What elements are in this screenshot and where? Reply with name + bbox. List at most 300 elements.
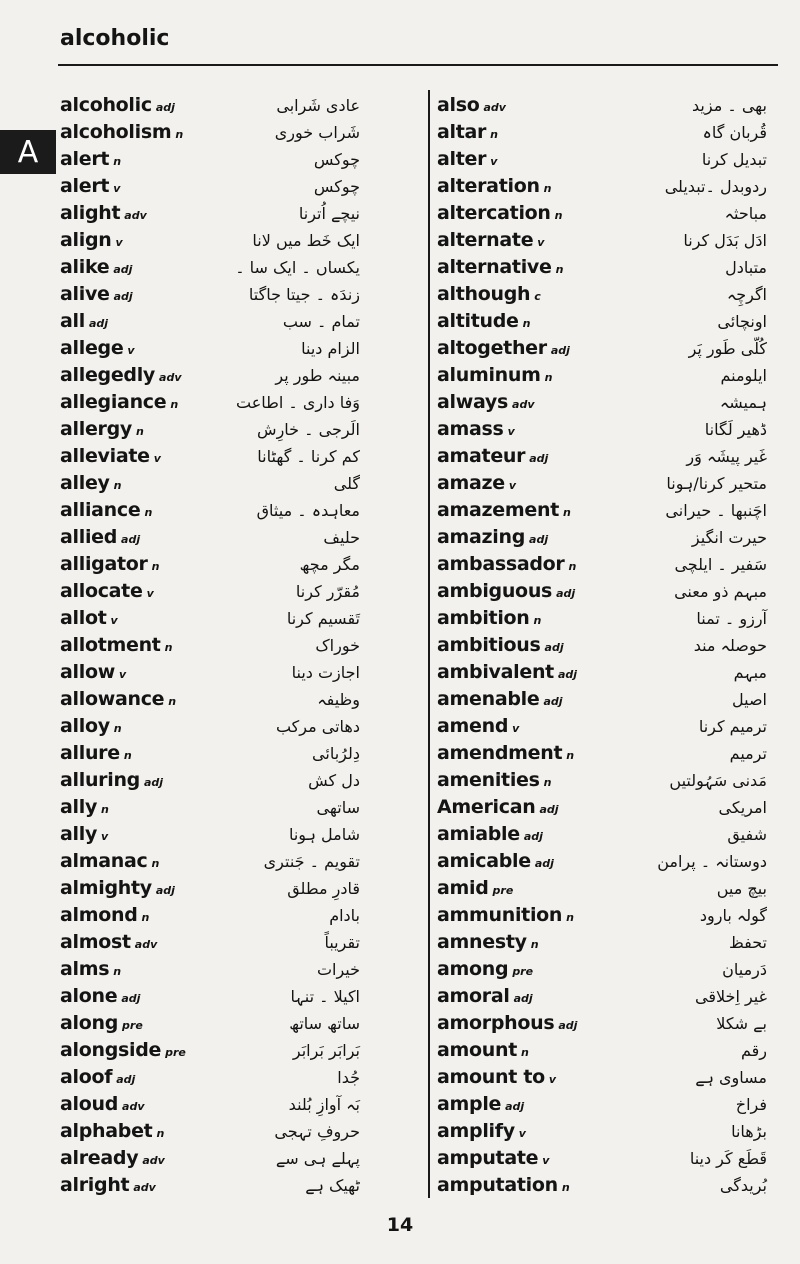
- part-of-speech: pre: [165, 1046, 186, 1059]
- headword: ambitious: [437, 634, 541, 656]
- headword: altercation: [437, 202, 551, 224]
- part-of-speech: adv: [124, 209, 147, 222]
- headword: also: [437, 94, 480, 116]
- dictionary-entry: [437, 146, 767, 173]
- dictionary-entry: [60, 956, 424, 983]
- urdu-translation: بَہ آوازِ بُلند: [288, 1095, 360, 1114]
- part-of-speech: adj: [155, 884, 175, 897]
- part-of-speech: adj: [116, 1073, 136, 1086]
- dictionary-entry: [60, 875, 424, 902]
- dictionary-entry: [60, 281, 424, 308]
- urdu-translation: گلی: [333, 474, 360, 493]
- urdu-translation: شَراب خوری: [274, 123, 360, 142]
- right-column: [437, 92, 767, 1199]
- urdu-translation: امریکی: [718, 798, 767, 817]
- urdu-translation: آرزو ۔ تمنا: [696, 609, 767, 628]
- urdu-translation: بے شکلا: [716, 1014, 767, 1033]
- part-of-speech: v: [512, 722, 520, 735]
- dictionary-entry: [60, 173, 424, 200]
- urdu-translation: ایک خَط میں لانا: [252, 231, 360, 250]
- dictionary-entry: [60, 524, 424, 551]
- dictionary-entry: [60, 767, 424, 794]
- headword: ally: [60, 823, 98, 845]
- headword: almost: [60, 931, 131, 953]
- headword: aluminum: [437, 364, 541, 386]
- urdu-translation: وَفا داری ۔ اطاعت: [235, 393, 360, 412]
- headword: amputate: [437, 1147, 539, 1169]
- urdu-translation: اچَنبھا ۔ حیرانی: [665, 501, 767, 520]
- dictionary-entry: [60, 200, 424, 227]
- part-of-speech: adj: [505, 1100, 525, 1113]
- urdu-translation: دِلرُبائی: [312, 744, 360, 763]
- part-of-speech: adj: [523, 830, 543, 843]
- headword: American: [437, 796, 536, 818]
- dictionary-entry: [437, 416, 767, 443]
- urdu-translation: بھی ۔ مزید: [692, 96, 767, 115]
- headword: alligator: [60, 553, 148, 575]
- dictionary-entry: [437, 1091, 767, 1118]
- headword: amenities: [437, 769, 540, 791]
- dictionary-entry: [437, 200, 767, 227]
- headword: alcoholic: [60, 94, 152, 116]
- headword: amid: [437, 877, 489, 899]
- part-of-speech: n: [144, 506, 153, 519]
- headword: almighty: [60, 877, 152, 899]
- urdu-translation: چوکس: [313, 177, 360, 196]
- urdu-translation: ایلومنم: [720, 366, 767, 385]
- headword: amorphous: [437, 1012, 555, 1034]
- dictionary-entry: [60, 1091, 424, 1118]
- headword: among: [437, 958, 509, 980]
- dictionary-entry: [60, 902, 424, 929]
- headword: ammunition: [437, 904, 563, 926]
- headword: altogether: [437, 337, 547, 359]
- urdu-translation: اصیل: [732, 690, 767, 709]
- dictionary-entry: [60, 119, 424, 146]
- headword: alms: [60, 958, 110, 980]
- dictionary-entry: [437, 902, 767, 929]
- dictionary-entry: [437, 362, 767, 389]
- part-of-speech: n: [530, 938, 539, 951]
- urdu-translation: قادرِ مطلق: [287, 879, 360, 898]
- part-of-speech: adj: [529, 533, 549, 546]
- dictionary-entry: [60, 1064, 424, 1091]
- urdu-translation: تمام ۔ سب: [282, 312, 360, 331]
- urdu-translation: ہمیشہ: [719, 393, 767, 412]
- dictionary-entry: [60, 794, 424, 821]
- part-of-speech: n: [533, 614, 542, 627]
- urdu-translation: زندَہ ۔ جیتا جاگتا: [248, 285, 360, 304]
- dictionary-entry: [60, 848, 424, 875]
- part-of-speech: adj: [539, 803, 559, 816]
- headword: aloud: [60, 1093, 119, 1115]
- part-of-speech: pre: [122, 1019, 143, 1032]
- part-of-speech: adj: [529, 452, 549, 465]
- urdu-translation: مگر مچھ: [299, 555, 360, 574]
- dictionary-entry: [437, 254, 767, 281]
- part-of-speech: n: [113, 479, 122, 492]
- headword: all: [60, 310, 85, 332]
- dictionary-entry: [437, 632, 767, 659]
- dictionary-entry: [60, 740, 424, 767]
- dictionary-entry: [437, 740, 767, 767]
- urdu-translation: ساتھ ساتھ: [289, 1014, 360, 1033]
- part-of-speech: n: [568, 560, 577, 573]
- part-of-speech: n: [113, 155, 122, 168]
- part-of-speech: n: [554, 209, 563, 222]
- headword: alternate: [437, 229, 534, 251]
- urdu-translation: مبہم: [733, 663, 767, 682]
- urdu-translation: شامل ہونا: [288, 825, 360, 844]
- part-of-speech: n: [543, 182, 552, 195]
- headword: allegiance: [60, 391, 167, 413]
- headword: allure: [60, 742, 120, 764]
- urdu-translation: دل کش: [308, 771, 360, 790]
- part-of-speech: v: [548, 1073, 557, 1086]
- urdu-translation: چوکس: [313, 150, 360, 169]
- headword: alternative: [437, 256, 552, 278]
- dictionary-entry: [437, 794, 767, 821]
- headword: almond: [60, 904, 138, 926]
- headword: alluring: [60, 769, 140, 791]
- part-of-speech: adj: [557, 668, 578, 681]
- part-of-speech: n: [562, 506, 571, 519]
- urdu-translation: نیچے اُترنا: [298, 204, 360, 223]
- urdu-translation: اونچائی: [717, 312, 767, 331]
- part-of-speech: v: [118, 668, 127, 681]
- urdu-translation: دَرمیان: [722, 960, 767, 979]
- dictionary-entry: [60, 632, 424, 659]
- part-of-speech: n: [136, 425, 144, 438]
- urdu-translation: سَفیر ۔ ایلچی: [674, 555, 767, 574]
- urdu-translation: بیچ میں: [716, 879, 767, 898]
- urdu-translation: تحفظ: [728, 933, 767, 952]
- headword: allergy: [60, 418, 132, 440]
- dictionary-entry: [437, 767, 767, 794]
- headword: allocate: [60, 580, 143, 602]
- part-of-speech: pre: [512, 965, 534, 978]
- part-of-speech: adj: [550, 344, 570, 357]
- part-of-speech: n: [151, 560, 160, 573]
- part-of-speech: adj: [113, 263, 133, 276]
- headword: allowance: [60, 688, 165, 710]
- headword: amoral: [437, 985, 510, 1007]
- part-of-speech: v: [153, 452, 161, 465]
- part-of-speech: n: [490, 128, 498, 141]
- urdu-translation: پہلے ہی سے: [275, 1149, 360, 1168]
- urdu-translation: گولہ بارود: [699, 906, 767, 925]
- part-of-speech: v: [146, 587, 154, 600]
- urdu-translation: دھاتی مرکب: [275, 717, 360, 736]
- part-of-speech: n: [113, 722, 122, 735]
- headword: alleviate: [60, 445, 150, 467]
- dictionary-entry: [60, 1037, 424, 1064]
- headword: amiable: [437, 823, 520, 845]
- dictionary-entry: [437, 956, 767, 983]
- urdu-translation: الزام دینا: [301, 339, 360, 358]
- urdu-translation: تقویم ۔ جَنتری: [263, 852, 360, 871]
- part-of-speech: n: [156, 1127, 165, 1140]
- part-of-speech: n: [544, 371, 553, 384]
- part-of-speech: v: [101, 830, 109, 843]
- urdu-translation: ادَل بَدَل کرنا: [683, 231, 767, 250]
- part-of-speech: adj: [113, 290, 133, 303]
- urdu-translation: کم کرنا ۔ گھٹانا: [257, 447, 360, 466]
- headword: ambassador: [437, 553, 565, 575]
- urdu-translation: تبدیل کرنا: [701, 150, 767, 169]
- dictionary-entry: [437, 335, 767, 362]
- part-of-speech: adj: [155, 101, 175, 114]
- part-of-speech: n: [543, 776, 552, 789]
- part-of-speech: adj: [88, 317, 109, 330]
- dictionary-entry: [60, 1145, 424, 1172]
- urdu-translation: مبینہ طور پر: [275, 366, 360, 385]
- urdu-translation: جُدا: [337, 1068, 360, 1087]
- urdu-translation: حلیف: [323, 528, 360, 547]
- headword: allegedly: [60, 364, 156, 386]
- dictionary-entry: [60, 983, 424, 1010]
- headword: ample: [437, 1093, 502, 1115]
- dictionary-entry: [60, 308, 424, 335]
- urdu-translation: ردوبدل ۔تبدیلی: [664, 177, 767, 196]
- dictionary-entry: [437, 686, 767, 713]
- letter-tab: A: [0, 130, 56, 174]
- headword: alert: [60, 148, 110, 170]
- urdu-translation: ڈھیر لَگانا: [704, 420, 767, 439]
- dictionary-entry: [437, 524, 767, 551]
- urdu-translation: قَطَع کَر دینا: [689, 1149, 767, 1168]
- dictionary-entry: [437, 1037, 767, 1064]
- headword: allow: [60, 661, 115, 683]
- dictionary-entry: [60, 605, 424, 632]
- part-of-speech: v: [490, 155, 498, 168]
- dictionary-entry: [60, 713, 424, 740]
- part-of-speech: v: [518, 1127, 526, 1140]
- urdu-translation: عادی شَرابی: [276, 96, 360, 115]
- part-of-speech: v: [537, 236, 545, 249]
- headword: almanac: [60, 850, 148, 872]
- part-of-speech: adj: [534, 857, 554, 870]
- dictionary-entry: [437, 821, 767, 848]
- headword: amount: [437, 1039, 518, 1061]
- headword: amass: [437, 418, 504, 440]
- dictionary-entry: [60, 929, 424, 956]
- part-of-speech: n: [561, 1181, 570, 1194]
- headword: alert: [60, 175, 110, 197]
- urdu-translation: مُقرّر کرنا: [295, 582, 360, 601]
- part-of-speech: n: [168, 695, 177, 708]
- part-of-speech: n: [522, 317, 531, 330]
- urdu-translation: شفیق: [727, 825, 767, 844]
- urdu-translation: غیر اِخلاقی: [695, 987, 767, 1006]
- part-of-speech: adj: [143, 776, 164, 789]
- urdu-translation: الَرجی ۔ خارِش: [257, 420, 360, 439]
- part-of-speech: n: [566, 749, 575, 762]
- part-of-speech: adv: [134, 938, 158, 951]
- urdu-translation: متحیر کرنا/ہونا: [666, 474, 767, 493]
- part-of-speech: adv: [133, 1181, 156, 1194]
- urdu-translation: بَرابَر بَرابَر: [292, 1041, 360, 1060]
- urdu-translation: اگرچِہ: [726, 285, 767, 304]
- urdu-translation: ٹھیک ہے: [305, 1176, 360, 1195]
- dictionary-entry: [437, 1145, 767, 1172]
- dictionary-entry: [60, 389, 424, 416]
- part-of-speech: n: [164, 641, 173, 654]
- urdu-translation: غَیر پیشَہ وَر: [686, 447, 767, 466]
- headword: along: [60, 1012, 119, 1034]
- headword: amazement: [437, 499, 559, 521]
- part-of-speech: adj: [544, 641, 564, 654]
- part-of-speech: c: [534, 290, 541, 303]
- part-of-speech: adv: [142, 1154, 165, 1167]
- part-of-speech: adj: [513, 992, 533, 1005]
- page-header-word: alcoholic: [60, 26, 170, 51]
- part-of-speech: n: [521, 1046, 529, 1059]
- dictionary-entry: [60, 1010, 424, 1037]
- part-of-speech: n: [113, 965, 122, 978]
- headword: alphabet: [60, 1120, 153, 1142]
- part-of-speech: adv: [122, 1100, 145, 1113]
- headword: alcoholism: [60, 121, 172, 143]
- urdu-translation: بُریدگی: [719, 1176, 767, 1195]
- headword: allot: [60, 607, 107, 629]
- headword: align: [60, 229, 112, 251]
- dictionary-entry: [437, 308, 767, 335]
- urdu-translation: مباحثہ: [724, 204, 767, 223]
- dictionary-entry: [60, 335, 424, 362]
- headword: allotment: [60, 634, 161, 656]
- headword: ambiguous: [437, 580, 553, 602]
- headword: amend: [437, 715, 509, 737]
- dictionary-entry: [437, 929, 767, 956]
- dictionary-entry: [437, 497, 767, 524]
- headword: amazing: [437, 526, 526, 548]
- column-divider: [428, 90, 430, 1198]
- headword: amplify: [437, 1120, 515, 1142]
- headword: amateur: [437, 445, 526, 467]
- urdu-translation: حوصلہ مند: [693, 636, 767, 655]
- headword: alloy: [60, 715, 110, 737]
- urdu-translation: حروفِ تہجی: [274, 1122, 360, 1141]
- dictionary-entry: [437, 470, 767, 497]
- urdu-translation: اکیلا ۔ تنہا: [290, 987, 360, 1006]
- headword: alley: [60, 472, 110, 494]
- dictionary-entry: [437, 173, 767, 200]
- headword: allege: [60, 337, 124, 359]
- headword: ally: [60, 796, 98, 818]
- dictionary-entry: [437, 875, 767, 902]
- part-of-speech: n: [151, 857, 160, 870]
- headword: alike: [60, 256, 110, 278]
- part-of-speech: v: [113, 182, 121, 195]
- headword: although: [437, 283, 531, 305]
- headword: allied: [60, 526, 118, 548]
- dictionary-entry: [437, 713, 767, 740]
- dictionary-entry: [437, 281, 767, 308]
- headword: amendment: [437, 742, 563, 764]
- headword: alright: [60, 1174, 130, 1196]
- headword: amenable: [437, 688, 540, 710]
- dictionary-entry: [437, 119, 767, 146]
- headword: alive: [60, 283, 110, 305]
- dictionary-entry: [60, 1118, 424, 1145]
- part-of-speech: v: [508, 479, 517, 492]
- urdu-translation: دوستانہ ۔ پرامن: [657, 852, 767, 871]
- part-of-speech: n: [101, 803, 109, 816]
- dictionary-entry: [60, 92, 424, 119]
- part-of-speech: adj: [543, 695, 563, 708]
- dictionary-entry: [437, 659, 767, 686]
- dictionary-entry: [60, 362, 424, 389]
- urdu-translation: حیرت انگیز: [691, 528, 767, 547]
- headword: already: [60, 1147, 139, 1169]
- urdu-translation: ترمیم: [729, 744, 767, 763]
- headword: amount to: [437, 1066, 545, 1088]
- part-of-speech: pre: [492, 884, 514, 897]
- urdu-translation: وظیفہ: [317, 690, 360, 709]
- urdu-translation: متبادل: [725, 258, 767, 277]
- dictionary-entry: [60, 227, 424, 254]
- dictionary-entry: [60, 470, 424, 497]
- dictionary-entry: [437, 1064, 767, 1091]
- headword: amputation: [437, 1174, 558, 1196]
- dictionary-entry: [60, 443, 424, 470]
- part-of-speech: adj: [121, 992, 141, 1005]
- left-column: [60, 92, 424, 1199]
- urdu-translation: مساوی ہے: [695, 1068, 767, 1087]
- part-of-speech: adj: [556, 587, 576, 600]
- headword: alter: [437, 148, 487, 170]
- headword: ambition: [437, 607, 530, 629]
- part-of-speech: adv: [159, 371, 182, 384]
- dictionary-entry: [60, 821, 424, 848]
- page-number: 14: [386, 1214, 414, 1236]
- headword: alone: [60, 985, 118, 1007]
- dictionary-entry: [437, 983, 767, 1010]
- urdu-translation: فراخ: [735, 1095, 767, 1114]
- headword: amaze: [437, 472, 505, 494]
- headword: always: [437, 391, 509, 413]
- dictionary-entry: [437, 1118, 767, 1145]
- dictionary-entry: [437, 551, 767, 578]
- dictionary-entry: [437, 227, 767, 254]
- dictionary-entry: [437, 848, 767, 875]
- dictionary-entry: [60, 686, 424, 713]
- urdu-translation: ترمیم کرنا: [698, 717, 767, 736]
- headword: alliance: [60, 499, 141, 521]
- dictionary-entry: [437, 1010, 767, 1037]
- urdu-translation: ساتھی: [316, 798, 360, 817]
- part-of-speech: n: [566, 911, 575, 924]
- part-of-speech: adv: [483, 101, 506, 114]
- part-of-speech: adj: [558, 1019, 578, 1032]
- dictionary-entry: [60, 497, 424, 524]
- part-of-speech: adj: [121, 533, 141, 546]
- urdu-translation: تقریباً: [324, 933, 360, 952]
- urdu-translation: یکساں ۔ ایک سا ۔: [235, 258, 360, 277]
- headword: alteration: [437, 175, 540, 197]
- urdu-translation: مَدنی سَہُولتیں: [669, 771, 767, 790]
- urdu-translation: کُلّی طَور پَر: [688, 339, 767, 358]
- dictionary-entry: [437, 1172, 767, 1199]
- part-of-speech: n: [175, 128, 184, 141]
- part-of-speech: v: [115, 236, 123, 249]
- dictionary-entry: [60, 416, 424, 443]
- dictionary-entry: [437, 443, 767, 470]
- urdu-translation: تَقسیم کرنا: [286, 609, 360, 628]
- part-of-speech: v: [542, 1154, 550, 1167]
- dictionary-entry: [60, 1172, 424, 1199]
